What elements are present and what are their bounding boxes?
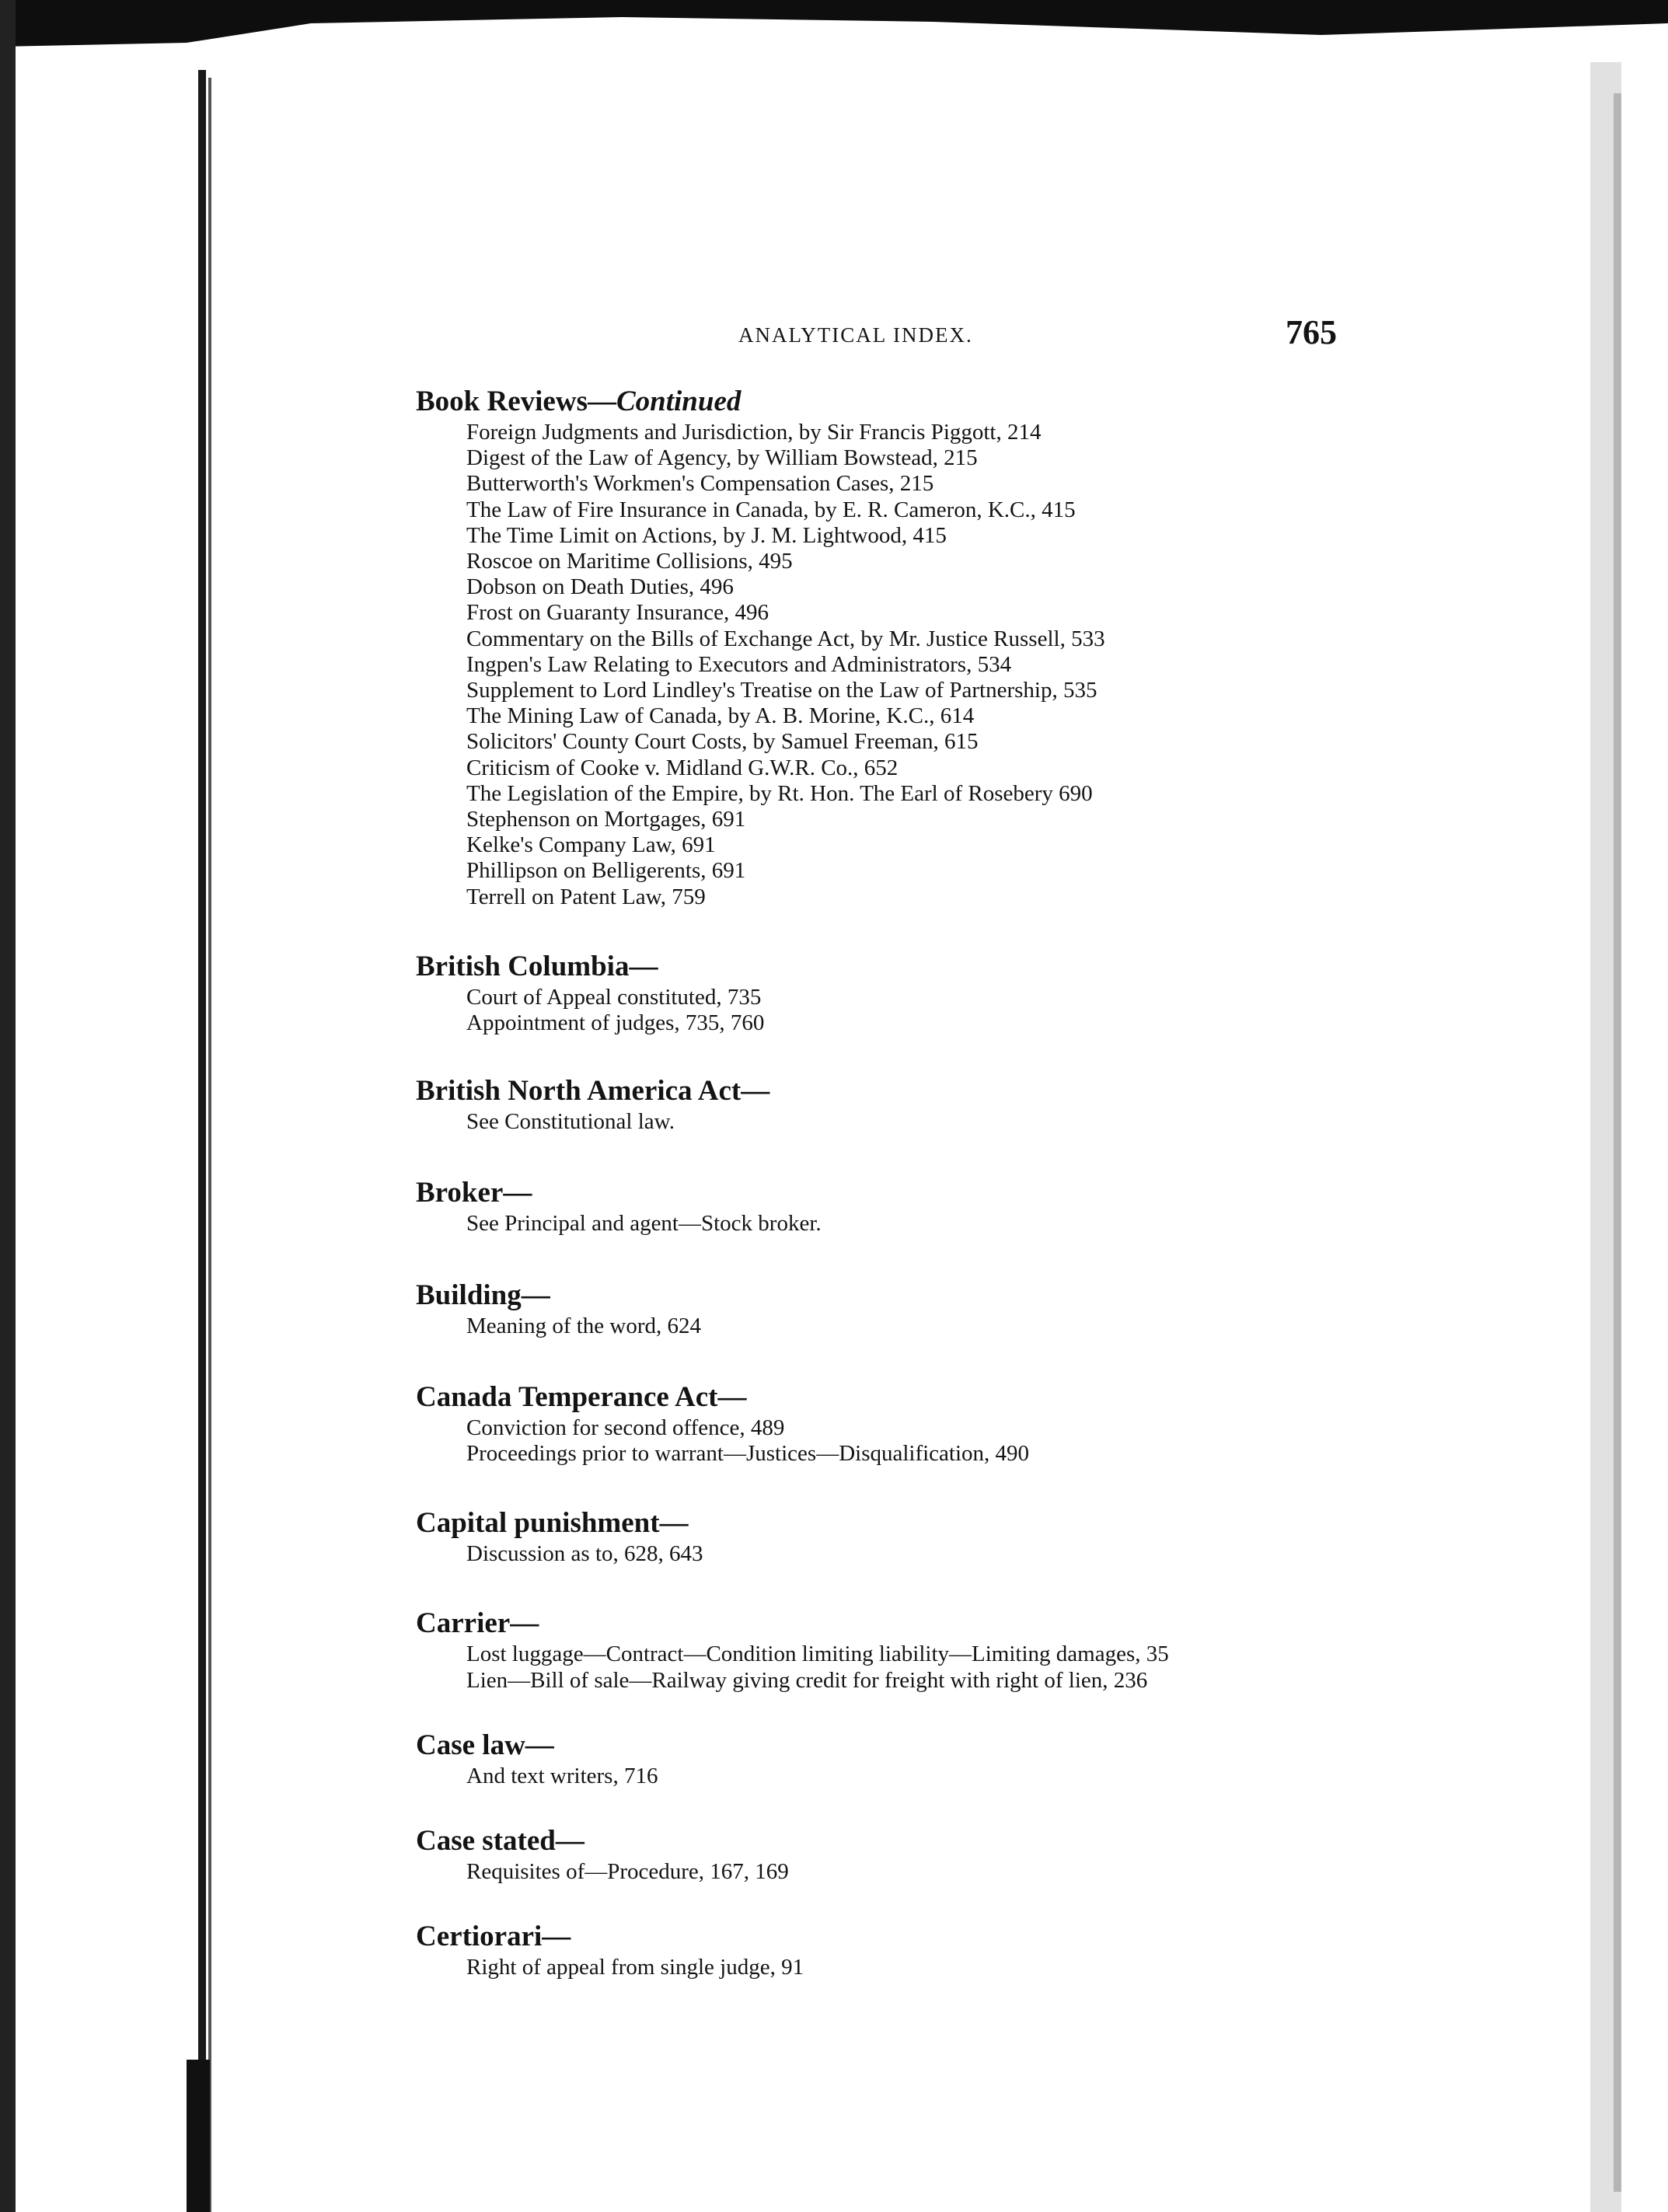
index-entry-capital-punishment <box>416 1505 1349 1567</box>
entry-heading: British Columbia— <box>416 950 658 982</box>
index-entry-broker <box>416 1175 1349 1237</box>
index-entry-case-law <box>416 1728 1349 1789</box>
entry-heading: Broker— <box>416 1177 532 1209</box>
subentry-list <box>466 1314 1349 1339</box>
entry-heading: Capital punishment— <box>416 1507 689 1540</box>
subentry: Phillipson on Belligerents, 691 <box>466 858 746 884</box>
subentry: Commentary on the Bills of Exchange Act, by Mr. Justice Russell, 533 <box>466 626 1105 651</box>
page-header <box>738 313 1337 364</box>
index-entry-british-columbia <box>416 949 1349 1036</box>
subentry: Criticism of Cooke v. Midland G.W.R. Co., 652 <box>466 755 899 780</box>
entry-heading <box>416 384 1349 420</box>
subentry: Frost on Guaranty Insurance, 496 <box>466 600 769 626</box>
subentry-list <box>466 1415 1349 1467</box>
subentry: Supplement to Lord Lindley's Treatise on the Law of Partnership, 535 <box>466 678 1097 703</box>
running-head: ANALYTICAL INDEX. <box>738 323 973 347</box>
entry-heading: Case law— <box>416 1729 554 1761</box>
entry-heading: Canada Temperance Act— <box>416 1380 747 1413</box>
index-entry-british-north-america-act <box>416 1073 1349 1135</box>
subentry-list <box>466 1764 1349 1789</box>
subentry: Court of Appeal constituted, 735 <box>466 984 762 1010</box>
page-number: 765 <box>1286 313 1337 351</box>
subentry: Stephenson on Mortgages, 691 <box>466 807 746 832</box>
subentry: Proceedings prior to warrant—Justices—Disqualification, 490 <box>466 1441 1030 1467</box>
entry-heading: Building— <box>416 1279 550 1311</box>
subentry: Right of appeal from single judge, 91 <box>466 1955 804 1980</box>
index-entry-case-stated <box>416 1823 1349 1885</box>
entry-heading: British North America Act— <box>416 1075 770 1108</box>
subentry-list <box>466 1955 1349 1980</box>
subentry: See Principal and agent—Stock broker. <box>466 1211 822 1237</box>
index-entry-carrier <box>416 1606 1349 1693</box>
scan-edge-right <box>1559 0 1668 2212</box>
index-entry-canada-temperance-act <box>416 1380 1349 1467</box>
continued-label: Continued <box>616 386 742 417</box>
scan-edge-top <box>0 0 1668 47</box>
subentry: Terrell on Patent Law, 759 <box>466 884 706 909</box>
subentry: Foreign Judgments and Jurisdiction, by Sir Francis Piggott, 214 <box>466 420 1042 445</box>
entry-heading: Carrier— <box>416 1607 539 1640</box>
subentry: Lien—Bill of sale—Railway giving credit for freight with right of lien, 236 <box>466 1667 1148 1693</box>
heading-text: Book Reviews— <box>416 386 616 417</box>
subentry: Ingpen's Law Relating to Executors and Administrators, 534 <box>466 651 1012 677</box>
subentry-list <box>466 1541 1349 1567</box>
subentry: Requisites of—Procedure, 167, 169 <box>466 1859 789 1885</box>
subentry: Appointment of judges, 735, 760 <box>466 1010 765 1036</box>
subentry: Lost luggage—Contract—Condition limiting liability—Limiting damages, 35 <box>466 1642 1169 1667</box>
subentry: Conviction for second offence, 489 <box>466 1415 785 1440</box>
subentry: Kelke's Company Law, 691 <box>466 832 716 858</box>
entry-heading: Certiorari— <box>416 1921 571 1953</box>
index-entry-book-reviews <box>416 384 1349 910</box>
entry-heading: Case stated— <box>416 1825 584 1858</box>
subentry-list <box>466 1859 1349 1885</box>
subentry: Butterworth's Workmen's Compensation Cases, 215 <box>466 471 934 497</box>
index-body <box>416 384 1349 1981</box>
index-entry-building <box>416 1278 1349 1339</box>
subentry: See Constitutional law. <box>466 1109 675 1135</box>
subentry: Digest of the Law of Agency, by William Bowstead, 215 <box>466 445 978 471</box>
subentry: Dobson on Death Duties, 496 <box>466 574 734 600</box>
subentry-list <box>466 985 1349 1036</box>
subentry-list <box>466 1642 1349 1693</box>
scan-edge-left <box>0 0 233 2212</box>
subentry: Discussion as to, 628, 643 <box>466 1541 703 1567</box>
subentry: Meaning of the word, 624 <box>466 1313 702 1338</box>
subentry-list <box>466 420 1349 910</box>
subentry: The Legislation of the Empire, by Rt. Hon. The Earl of Rosebery 690 <box>466 780 1093 806</box>
subentry-list <box>466 1211 1349 1237</box>
subentry: Roscoe on Maritime Collisions, 495 <box>466 549 793 574</box>
subentry: The Law of Fire Insurance in Canada, by E. R. Cameron, K.C., 415 <box>466 497 1076 522</box>
subentry: The Time Limit on Actions, by J. M. Lightwood, 415 <box>466 522 947 548</box>
subentry: And text writers, 716 <box>466 1763 658 1788</box>
subentry: Solicitors' County Court Costs, by Samuel Freeman, 615 <box>466 729 979 755</box>
subentry-list <box>466 1109 1349 1135</box>
subentry: The Mining Law of Canada, by A. B. Morine, K.C., 614 <box>466 703 975 729</box>
index-entry-certiorari <box>416 1919 1349 1980</box>
